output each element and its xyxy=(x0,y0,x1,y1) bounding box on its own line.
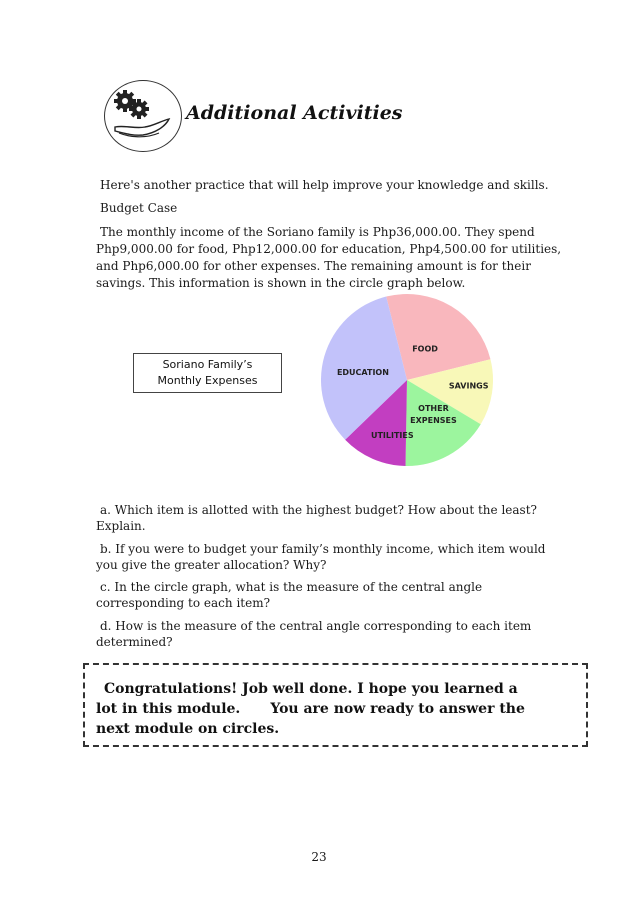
question-a-line-2: Explain. xyxy=(96,519,146,533)
pie-label-food: FOOD xyxy=(412,344,438,354)
chart-caption-line-2: Monthly Expenses xyxy=(157,374,258,387)
question-c-line-2: corresponding to each item? xyxy=(96,596,271,610)
intro-text: Here's another practice that will help improve your knowledge and skills. xyxy=(100,178,549,192)
congratulations-text xyxy=(96,679,566,739)
page-title: Additional Activities xyxy=(186,102,403,124)
congrats-line-2a: lot in this module. xyxy=(96,701,241,717)
question-b-line-1: b. If you were to budget your family’s monthly income, which item would xyxy=(100,542,546,556)
case-line-2: Php9,000.00 for food, Php12,000.00 for education, Php4,500.00 for utilities, xyxy=(96,242,562,256)
pie-chart xyxy=(315,290,500,470)
activity-logo xyxy=(104,80,182,152)
congrats-line-2 xyxy=(96,699,566,719)
chart-caption-box xyxy=(133,353,282,393)
pie-label-savings: SAVINGS xyxy=(448,381,489,391)
question-a-line-1: a. Which item is allotted with the highest budget? How about the least? xyxy=(100,503,537,517)
question-d-line-2: determined? xyxy=(96,635,173,649)
congrats-line-1: Congratulations! Job well done. I hope you learned a xyxy=(104,681,518,697)
question-d-line-1: d. How is the measure of the central angle corresponding to each item xyxy=(100,619,532,633)
gears-in-hand-icon xyxy=(105,81,181,151)
congrats-line-2b: You are now ready to answer the xyxy=(270,701,525,717)
chart-caption-line-1: Soriano Family’s xyxy=(162,358,253,371)
case-line-4: savings. This information is shown in the circle graph below. xyxy=(96,276,466,290)
congrats-line-3: next module on circles. xyxy=(96,721,280,737)
pie-label-education: EDUCATION xyxy=(336,368,389,378)
section-title: Budget Case xyxy=(100,201,178,215)
question-c-line-1: c. In the circle graph, what is the measure of the central angle xyxy=(100,580,483,594)
case-line-1: The monthly income of the Soriano family is Php36,000.00. They spend xyxy=(100,225,535,239)
case-line-3: and Php6,000.00 for other expenses. The remaining amount is for their xyxy=(96,259,531,273)
pie-label-utilities: UTILITIES xyxy=(370,430,414,440)
pie-label-other-expenses: OTHER EXPENSES xyxy=(410,403,457,425)
page-number: 23 xyxy=(311,850,327,864)
question-b-line-2: you give the greater allocation? Why? xyxy=(96,558,327,572)
